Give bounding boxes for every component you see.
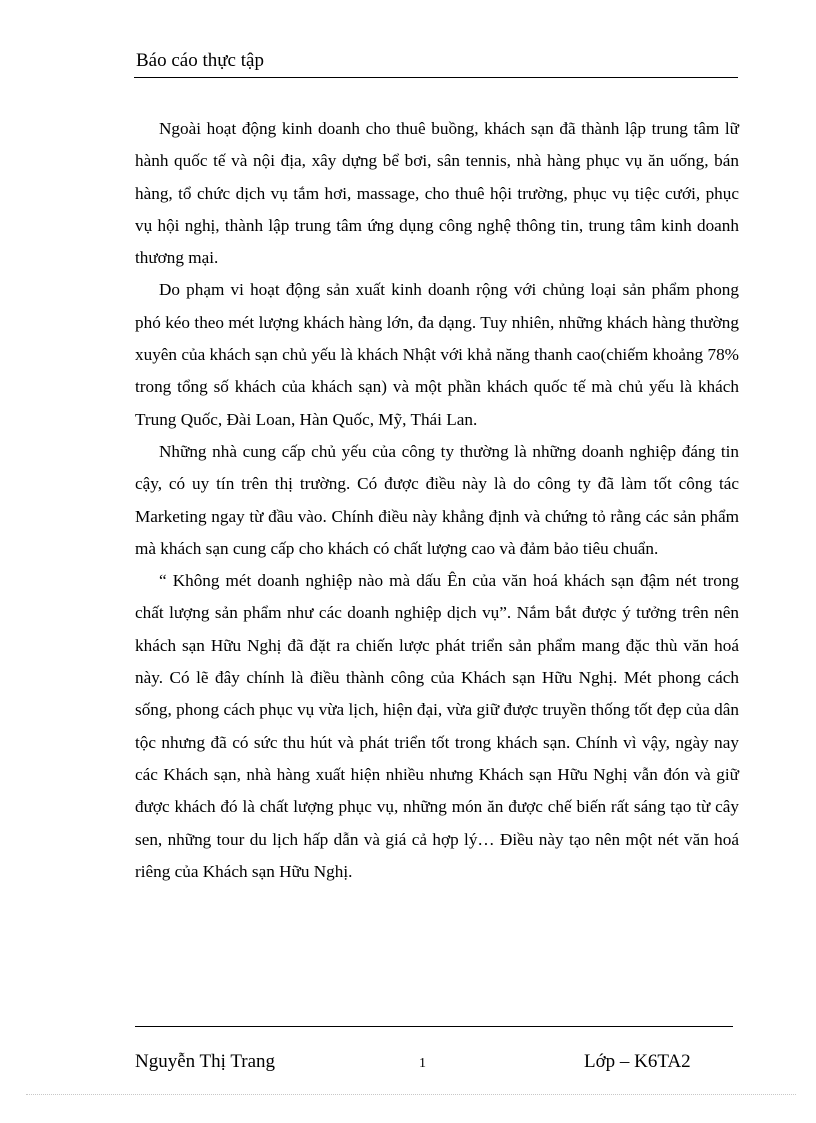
paragraph-suppliers: Những nhà cung cấp chủ yếu của công ty thường là những doanh nghiệp đáng tin cậy, có uy tín trên thị trường. Có được điều này là do công ty đã làm tốt công tác Marketing ngay từ đầu vào. Chính điều này khẳng định và chứng tỏ rằng các sản phẩm mà khách sạn cung cấp cho khách có chất lượng cao và đảm bảo tiêu chuẩn. <box>135 441 739 558</box>
paragraph-culture: “ Không mét doanh nghiệp nào mà dấu Ên của văn hoá khách sạn đậm nét trong chất lượng sản phẩm như các doanh nghiệp dịch vụ”. Nắm bắt được ý tưởng trên nên khách sạn Hữu Nghị đã đặt ra chiến lược phát triển sản phẩm mang đặc thù văn hoá này. Có lẽ đây chính là điều thành công của Khách sạn Hữu Nghị. Mét phong cách sống, phong cách phục vụ vừa lịch, hiện đại, vừa giữ được truyền thống tốt đẹp của dân tộc nhưng đã có sức thu hút và phát triển tốt trong khách sạn. Chính vì vậy, ngày nay các Khách sạn, nhà hàng xuất hiện nhiều nhưng Khách sạn Hữu Nghị vẫn đón và giữ được khách đó là chất lượng phục vụ, những món ăn được chế biến rất sáng tạo từ cây sen, những tour du lịch hấp dẫn và giá cả hợp lý… Điều này tạo nên một nét văn hoá riêng của Khách sạn Hữu Nghị. <box>135 571 739 881</box>
footer-class: Lớp – K6TA2 <box>584 1051 691 1072</box>
footer-divider <box>135 1026 733 1027</box>
paragraph-customers: Do phạm vi hoạt động sản xuất kinh doanh rộng với chủng loại sản phẩm phong phó kéo theo mét lượng khách hàng lớn, đa dạng. Tuy nhiên, những khách hàng thường xuyên của khách sạn chủ yếu là khách Nhật với khả năng thanh cao(chiếm khoảng 78% trong tổng số khách của khách sạn) và một phần khách quốc tế mà chủ yếu là khách Trung Quốc, Đài Loan, Hàn Quốc, Mỹ, Thái Lan. <box>135 280 739 429</box>
page-header-title: Báo cáo thực tập <box>136 50 264 71</box>
page-bottom-edge <box>26 1094 796 1095</box>
document-body <box>135 113 739 888</box>
paragraph-services: Ngoài hoạt động kinh doanh cho thuê buồng, khách sạn đã thành lập trung tâm lữ hành quốc tế và nội địa, xây dựng bể bơi, sân tennis, nhà hàng phục vụ ăn uống, bán hàng, tổ chức dịch vụ tắm hơi, massage, cho thuê hội trường, phục vụ tiệc cưới, phục vụ hội nghị, thành lập trung tâm ứng dụng công nghệ thông tin, trung tâm kinh doanh thương mại. <box>135 119 739 268</box>
header-divider <box>134 77 738 78</box>
page-number: 1 <box>419 1056 426 1071</box>
footer-author: Nguyễn Thị Trang <box>135 1051 276 1072</box>
